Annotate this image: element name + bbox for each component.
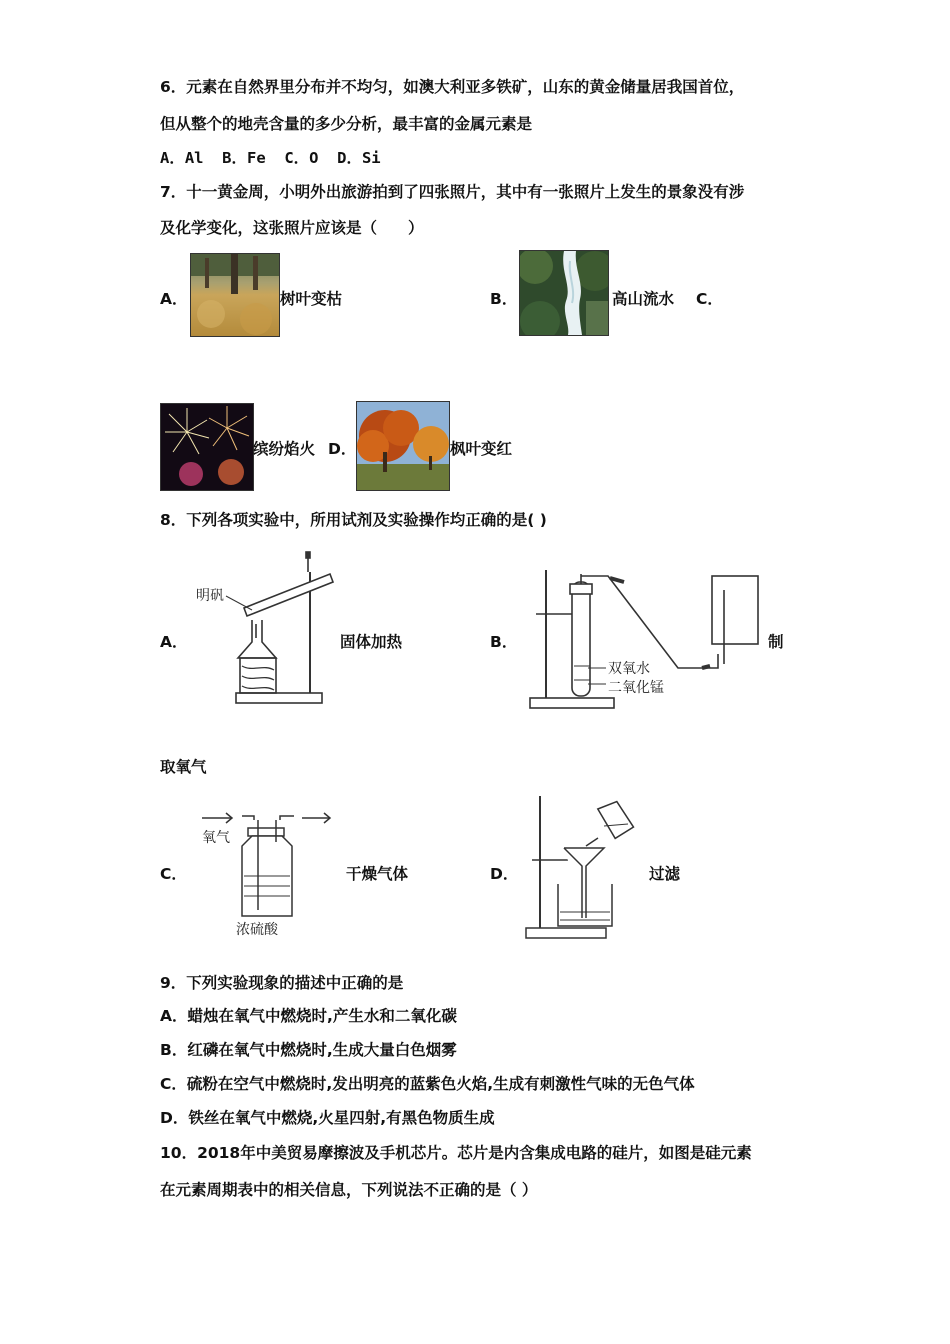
maple-trees-photo — [356, 401, 450, 491]
gas-drying-apparatus — [198, 806, 338, 940]
q8-option-b-caption-2: 取氧气 — [160, 758, 207, 776]
q6-stem-line2: 但从整个的地壳含量的多少分析，最丰富的金属元素是 — [160, 115, 533, 133]
q7-option-b-caption: 高山流水 — [612, 290, 675, 308]
q9-option-c: C．硫粉在空气中燃烧时,发出明亮的蓝紫色火焰,生成有刺激性气味的无色气体 — [160, 1075, 695, 1093]
q8-option-a-label: A． — [160, 633, 188, 651]
q8-stem: 8．下列各项实验中，所用试剂及实验操作均正确的是( ) — [160, 511, 547, 529]
q9-stem: 9．下列实验现象的描述中正确的是 — [160, 974, 404, 992]
q7-stem-line1: 7．十一黄金周，小明外出旅游拍到了四张照片，其中有一张照片上发生的景象没有涉 — [160, 183, 745, 201]
q7-stem-line2: 及化学变化，这张照片应该是（ ） — [160, 219, 424, 237]
q9-option-b: B．红磷在氧气中燃烧时,生成大量白色烟雾 — [160, 1041, 457, 1059]
q9-option-a: A．蜡烛在氧气中燃烧时,产生水和二氧化碳 — [160, 1007, 457, 1025]
q9-option-d: D．铁丝在氧气中燃烧,火星四射,有黑色物质生成 — [160, 1109, 495, 1127]
q7-option-a-label: A． — [160, 290, 188, 308]
q7-option-d-label: D． — [328, 440, 357, 458]
q7-option-c-label: C． — [696, 290, 723, 308]
filtration-apparatus — [524, 794, 646, 940]
waterfall-photo — [519, 250, 609, 336]
q7-option-c-caption: 缤纷焰火 — [253, 440, 316, 458]
alum-tag: 明矾 — [196, 588, 224, 604]
q7-option-a-caption: 树叶变枯 — [280, 290, 343, 308]
hydrogen-peroxide-tag: 双氧水 — [608, 661, 650, 677]
oxygen-generation-apparatus — [528, 568, 768, 714]
autumn-trees-photo — [190, 253, 280, 337]
q8-option-d-label: D． — [490, 865, 519, 883]
q8-option-a-caption: 固体加热 — [340, 633, 403, 651]
q8-option-d-caption: 过滤 — [649, 865, 681, 883]
oxygen-tag: 氧气 — [202, 830, 230, 846]
q6-stem-line1: 6．元素在自然界里分布并不均匀，如澳大利亚多铁矿，山东的黄金储量居我国首位， — [160, 78, 745, 96]
sulfuric-acid-tag: 浓硫酸 — [236, 922, 278, 938]
manganese-dioxide-tag: 二氧化锰 — [608, 680, 664, 696]
q7-option-d-caption: 枫叶变红 — [450, 440, 513, 458]
q8-option-c-caption: 干燥气体 — [346, 865, 409, 883]
q6-options: A．Al B．Fe C．O D．Si — [160, 149, 381, 167]
q7-option-b-label: B． — [490, 290, 518, 308]
fireworks-photo — [160, 403, 254, 491]
solid-heating-apparatus — [190, 546, 340, 710]
q8-option-c-label: C． — [160, 865, 187, 883]
q10-stem-line1: 10．2018年中美贸易摩擦波及手机芯片。芯片是内含集成电路的硅片，如图是硅元素 — [160, 1144, 752, 1162]
q8-option-b-caption-1: 制 — [768, 633, 784, 651]
q8-option-b-label: B． — [490, 633, 518, 651]
q10-stem-line2: 在元素周期表中的相关信息，下列说法不正确的是（ ） — [160, 1181, 538, 1199]
